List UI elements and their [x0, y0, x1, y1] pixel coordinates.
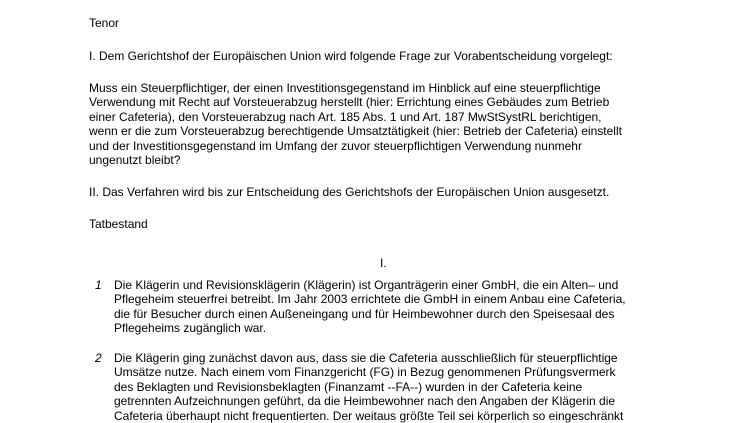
- question-line: Muss ein Steuerpflichtiger, der einen Investitionsgegenstand im Hinblick auf eine steuerpflichtige: [89, 81, 601, 95]
- heading-tatbestand: Tatbestand: [89, 217, 148, 231]
- paragraph-line: Umsätze nutze. Nach einem vom Finanzgericht (FG) in Bezug genommenen Prüfungsvermerk: [114, 365, 616, 380]
- paragraph-line: die für Besucher durch einen Außeneingang und für Heimbewohner durch den Speisesaal des: [114, 306, 615, 321]
- paragraph-number: 2: [95, 351, 102, 365]
- paragraph-line: Pflegeheims zugänglich war.: [114, 321, 267, 336]
- tenor-part-two: [89, 185, 659, 199]
- tenor-part-one-text: I. Dem Gerichtshof der Europäischen Union wird folgende Frage zur Vorabentscheidung vorgelegt:: [89, 49, 613, 63]
- paragraph-text: [114, 351, 669, 423]
- question-line: wenn er die zum Vorsteuerabzug berechtigende Umsatztätigkeit (hier: Betrieb der Cafeteria) einstellt: [89, 124, 622, 139]
- paragraph-text: [114, 278, 669, 336]
- question-line: einer Cafeteria), den Vorsteuerabzug nach Art. 185 Abs. 1 und Art. 187 MwStSystRL berichtigen,: [89, 109, 602, 124]
- paragraph-line: des Beklagten und Revisionsbeklagten (Finanzamt --FA--) wurden in der Cafeteria keine: [114, 379, 583, 394]
- referral-question: [89, 81, 659, 167]
- paragraph-number: 1: [95, 278, 102, 292]
- question-line: Verwendung mit Recht auf Vorsteuerabzug herstellt (hier: Errichtung eines Gebäudes zum Betrieb: [89, 95, 610, 110]
- tenor-part-two-text: II. Das Verfahren wird bis zur Entscheidung des Gerichtshofs der Europäischen Union ausgesetzt.: [89, 185, 610, 199]
- paragraph-line: Die Klägerin ging zunächst davon aus, dass sie die Cafeteria ausschließlich für steuerpflichtige: [114, 351, 618, 365]
- paragraph-line: Cafeteria überhaupt nicht frequentierten. Der weitaus größte Teil sei körperlich so eingeschränkt: [114, 408, 624, 423]
- paragraph-line: Die Klägerin und Revisionsklägerin (Klägerin) ist Organträgerin einer GmbH, die ein Alten– und: [114, 278, 619, 292]
- question-line: und der Investitionsgegenstand im Umfang der zuvor steuerpflichtigen Verwendung nunmehr: [89, 138, 582, 153]
- section-numeral: I.: [380, 256, 387, 270]
- question-line: ungenutzt bleibt?: [89, 153, 181, 168]
- paragraph-line: Pflegeheim steuerfrei betreibt. Im Jahr 2003 errichtete die GmbH in einem Anbau eine Cafeteria,: [114, 292, 626, 307]
- heading-tenor: Tenor: [89, 16, 120, 30]
- paragraph-line: getrennten Aufzeichnungen geführt, da die Heimbewohner nach den Angaben der Klägerin die: [114, 394, 616, 409]
- tenor-part-one: [89, 49, 659, 63]
